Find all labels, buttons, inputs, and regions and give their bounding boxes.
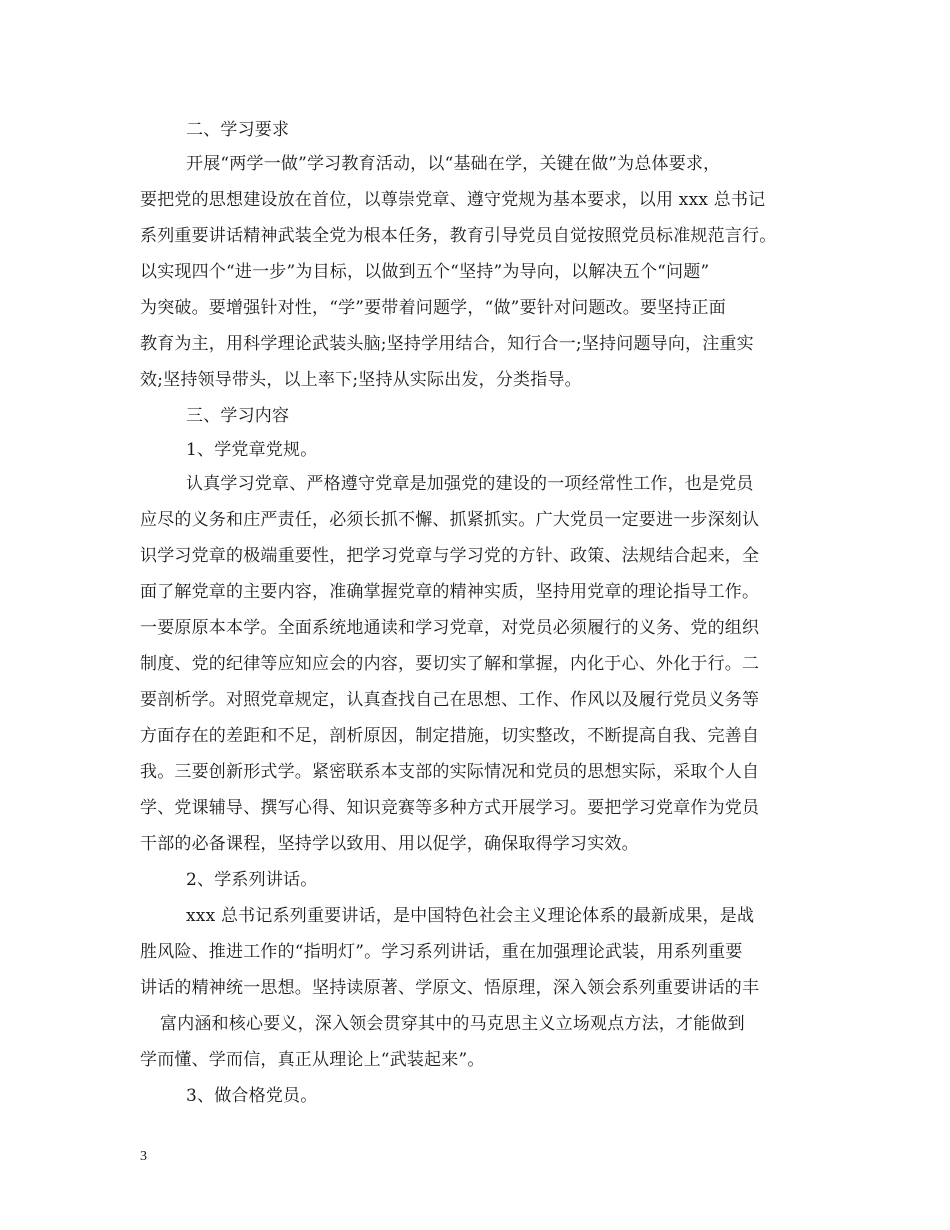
paragraph-line: 以实现四个“进一步”为目标，以做到五个“坚持”为导向，以解决五个“问题” <box>140 262 710 282</box>
paragraph-line: 我。三要创新形式学。紧密联系本支部的实际情况和党员的思想实际，采取个人自 <box>140 762 760 782</box>
subheading-series-speeches: 2、学系列讲话。 <box>186 870 318 890</box>
paragraph-line: 效;坚持领导带头，以上率下;坚持从实际出发，分类指导。 <box>140 370 582 390</box>
paragraph-line: 干部的必备课程，坚持学以致用、用以促学，确保取得学习实效。 <box>140 834 639 854</box>
page-number: 3 <box>140 1149 147 1164</box>
paragraph-line: 要剖析学。对照党章规定，认真查找自己在思想、工作、作风以及履行党员义务等 <box>140 690 760 710</box>
paragraph-line: 学而懂、学而信，真正从理论上“武装起来”。 <box>140 1050 485 1070</box>
paragraph-line: 应尽的义务和庄严责任，必须长抓不懈、抓紧抓实。广大党员一定要进一步深刻认 <box>140 510 760 530</box>
paragraph-line: 胜风险、推进工作的“指明灯”。学习系列讲话，重在加强理论武装，用系列重要 <box>140 942 743 962</box>
paragraph-line: 开展“两学一做”学习教育活动，以“基础在学，关键在做”为总体要求， <box>186 154 721 174</box>
paragraph-line: 制度、党的纪律等应知应会的内容，要切实了解和掌握，内化于心、外化于行。二 <box>140 654 760 674</box>
paragraph-line: 面了解党章的主要内容，准确掌握党章的精神实质，坚持用党章的理论指导工作。 <box>140 582 760 602</box>
paragraph-line: 富内涵和核心要义，深入领会贯穿其中的马克思主义立场观点方法，才能做到 <box>160 1014 745 1034</box>
heading-study-requirements: 二、学习要求 <box>186 120 290 140</box>
paragraph-line: 识学习党章的极端重要性，把学习党章与学习党的方针、政策、法规结合起来，全 <box>140 546 760 566</box>
subheading-qualified-member: 3、做合格党员。 <box>186 1086 318 1106</box>
paragraph-line: xxx 总书记系列重要讲话，是中国特色社会主义理论体系的最新成果，是战 <box>186 906 755 926</box>
paragraph-line: 系列重要讲话精神武装全党为根本任务，教育引导党员自觉按照党员标准规范言行。 <box>140 226 777 246</box>
paragraph-line: 学、党课辅导、撰写心得、知识竞赛等多种方式开展学习。要把学习党章作为党员 <box>140 798 760 818</box>
paragraph-line: 要把党的思想建设放在首位，以尊崇党章、遵守党规为基本要求，以用 xxx 总书记 <box>140 190 766 210</box>
paragraph-line: 教育为主，用科学理论武装头脑;坚持学用结合，知行合一;坚持问题导向，注重实 <box>140 334 754 354</box>
subheading-party-constitution: 1、学党章党规。 <box>186 440 318 460</box>
paragraph-line: 为突破。要增强针对性，“学”要带着问题学，“做”要针对问题改。要坚持正面 <box>140 298 726 318</box>
paragraph-line: 一要原原本本学。全面系统地通读和学习党章，对党员必须履行的义务、党的组织 <box>140 618 760 638</box>
paragraph-line: 方面存在的差距和不足，剖析原因，制定措施，切实整改，不断提高自我、完善自 <box>140 726 760 746</box>
paragraph-line: 认真学习党章、严格遵守党章是加强党的建设的一项经常性工作，也是党员 <box>186 474 754 494</box>
paragraph-line: 讲话的精神统一思想。坚持读原著、学原文、悟原理，深入领会系列重要讲话的丰 <box>140 978 760 998</box>
heading-study-content: 三、学习内容 <box>186 406 290 426</box>
